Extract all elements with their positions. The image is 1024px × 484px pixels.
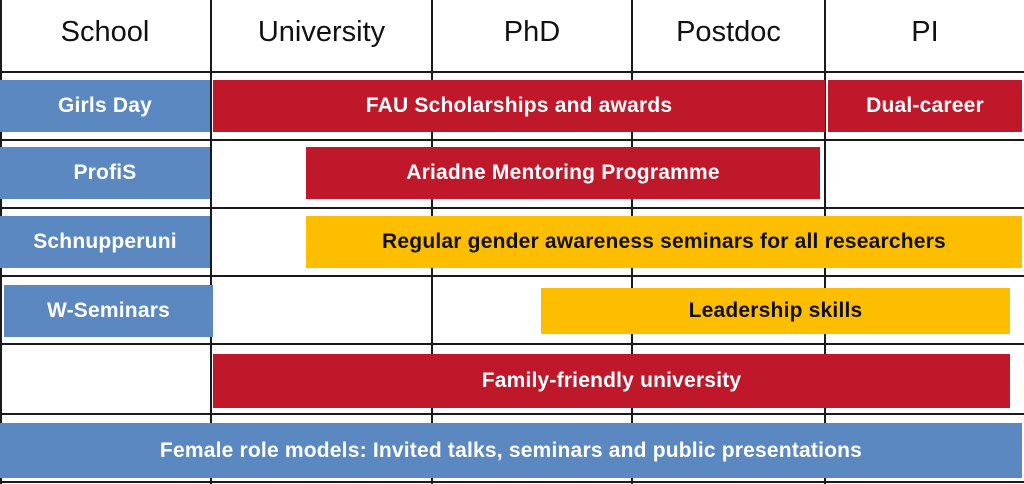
fau-scholarships-bar: FAU Scholarships and awards (213, 80, 825, 132)
gender-awareness-seminars-bar: Regular gender awareness seminars for all researchers (306, 216, 1022, 268)
grid-line-row1 (0, 139, 1024, 141)
girls-day-bar: Girls Day (0, 80, 210, 132)
column-header-university: University (257, 15, 386, 48)
column-header-school: School (60, 15, 150, 48)
dual-career-bar: Dual-career (828, 80, 1022, 132)
schnupperuni-bar: Schnupperuni (0, 216, 210, 268)
grid-line-row4 (0, 343, 1024, 345)
column-header-postdoc: Postdoc (676, 15, 781, 48)
profis-bar: ProfiS (0, 147, 210, 199)
grid-line-row2 (0, 207, 1024, 209)
grid-line-bottom (0, 481, 1024, 483)
ariadne-mentoring-bar: Ariadne Mentoring Programme (306, 147, 820, 199)
family-friendly-university-bar: Family-friendly university (213, 354, 1010, 408)
female-role-models-bar: Female role models: Invited talks, seminars and public presentations (0, 423, 1022, 478)
column-header-phd: PhD (503, 15, 561, 48)
w-seminars-bar: W-Seminars (4, 285, 213, 337)
column-header-pi: PI (911, 15, 939, 48)
grid-line-header (0, 71, 1024, 73)
grid-line-row5 (0, 413, 1024, 415)
grid-line-row3 (0, 275, 1024, 277)
leadership-skills-bar: Leadership skills (541, 288, 1010, 334)
